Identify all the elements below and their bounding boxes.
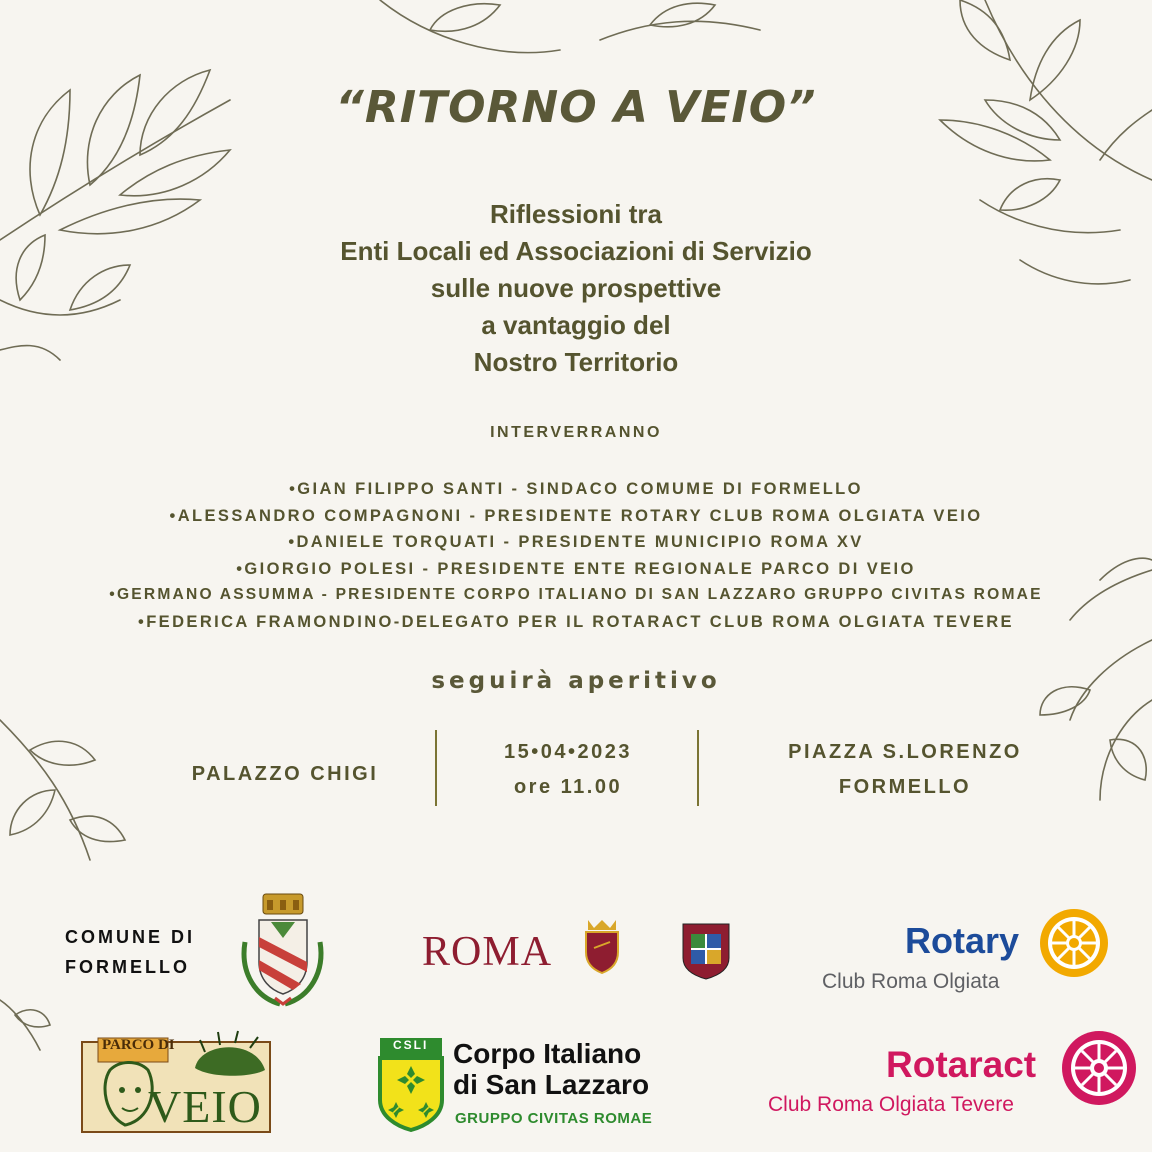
venue-text: PALAZZO CHIGI [191,763,379,785]
comune-formello-label [65,922,195,982]
csli-abbr: CSLI [393,1038,429,1052]
subtitle-line: Riflessioni tra [490,199,662,229]
speaker-item: •GERMANO ASSUMMA - PRESIDENTE CORPO ITALIANO DI SAN LAZZARO GRUPPO CIVITAS ROMAE [109,586,1043,604]
speaker-item: •DANIELE TORQUATI - PRESIDENTE MUNICIPIO ROMA XV [288,533,864,552]
rotaract-club-text: Club Roma Olgiata Tevere [768,1093,1014,1116]
divider [435,730,437,806]
event-address [700,735,1110,805]
csli-name-line: di San Lazzaro [453,1069,650,1100]
subtitle-line: Nostro Territorio [473,347,679,377]
event-subtitle [0,196,1152,381]
subtitle-line: a vantaggio del [481,310,671,340]
csli-name-line: Corpo Italiano [453,1038,642,1069]
csli-name [453,1038,649,1100]
rotary-logo-text: Rotary [905,920,1020,961]
speaker-item: •FEDERICA FRAMONDINO-DELEGATO PER IL ROTARACT CLUB ROMA OLGIATA TEVERE [138,612,1014,631]
address-line: PIAZZA S.LORENZO [788,741,1022,763]
roma-shield-icon [582,918,622,974]
rotary-club-text: Club Roma Olgiata [822,970,1000,993]
event-date: 15•04•2023 [504,741,632,763]
speaker-item: •ALESSANDRO COMPAGNONI - PRESIDENTE ROTARY CLUB ROMA OLGIATA VEIO [169,506,983,525]
event-title: “RITORNO A VEIO” [335,82,817,133]
rotary-wheel-icon [1036,905,1112,981]
parco-label-bottom: VEIO [148,1081,262,1132]
csli-group: GRUPPO CIVITAS ROMAE [455,1110,653,1127]
speaker-item: •GIORGIO POLESI - PRESIDENTE ENTE REGIONALE PARCO DI VEIO [236,559,916,578]
formello-coat-of-arms-icon [235,892,330,1010]
event-time: ore 11.00 [513,776,623,798]
event-datetime [440,735,696,805]
municipio-xv-shield-icon [681,922,731,980]
comune-line: FORMELLO [65,957,190,977]
aperitivo-note: seguirà aperitivo [431,668,721,694]
speakers-heading: INTERVERRANNO [490,424,662,441]
subtitle-line: Enti Locali ed Associazioni di Servizio [340,236,812,266]
roma-logo-text: ROMA [422,929,553,975]
subtitle-line: sulle nuove prospettive [430,273,722,303]
parco-label-top: PARCO DI [102,1037,175,1053]
comune-line: COMUNE DI [65,927,195,947]
address-line: FORMELLO [838,776,972,798]
speaker-item: •GIAN FILIPPO SANTI - SINDACO COMUME DI FORMELLO [289,480,863,498]
rotaract-wheel-icon [1058,1027,1140,1109]
rotaract-logo-text: Rotaract [886,1044,1037,1085]
speakers-list [0,476,1152,636]
divider [697,730,699,806]
event-venue [150,757,420,792]
